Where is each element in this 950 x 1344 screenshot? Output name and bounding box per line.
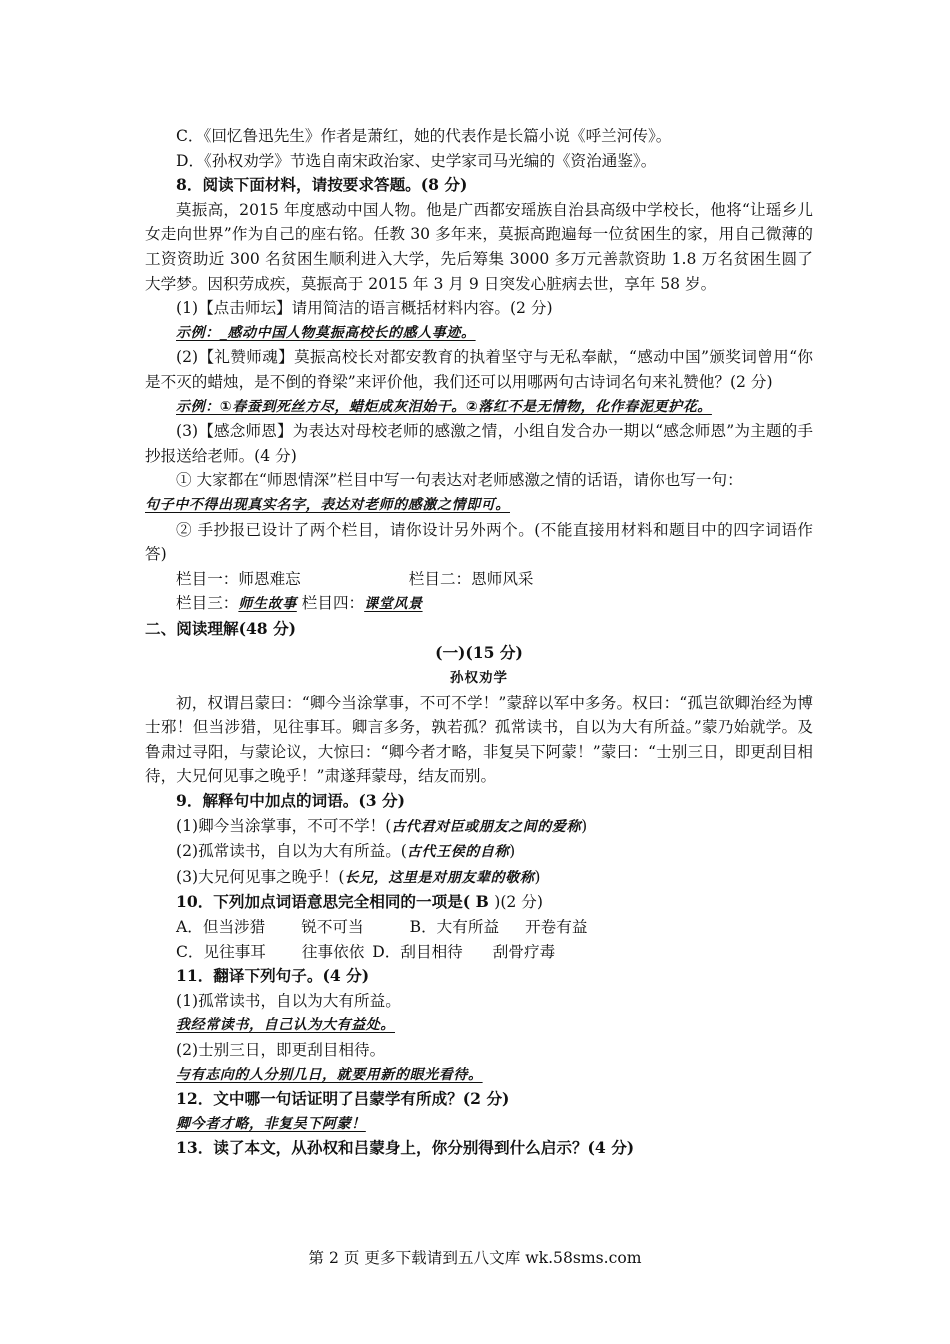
option-d1: D．刮目相待 (372, 942, 463, 961)
question-9-1: (1)卿今当涂掌事，不可不学！(古代君对臣或朋友之间的爱称) (176, 816, 588, 835)
column-3-answer: 师生故事 (238, 596, 297, 613)
question-12: 12．文中哪一句话证明了吕蒙学有所成？(2 分) (176, 1089, 510, 1109)
option-c2: 往事依依 (301, 942, 365, 961)
question-13: 13．读了本文，从孙权和吕蒙身上，你分别得到什么启示？(4 分) (176, 1138, 635, 1158)
answer-11-1: 我经常读书，自己认为大有益处。 (176, 1017, 395, 1034)
answer-8-3-a: 句子中不得出现真实名字，表达对老师的感激之情即可。 (145, 496, 510, 513)
question-9-2: (2)孤常读书，自以为大有所益。(古代王侯的自称) (176, 842, 516, 861)
column-1: 栏目一：师恩难忘 (176, 569, 301, 588)
question-11-2: (2)士别三日，即更刮目相待。 (176, 1040, 386, 1059)
question-10: 10．下列加点词语意思完全相同的一项是( B )(2 分) (176, 892, 543, 912)
option-c: C．《回忆鲁迅先生》作者是萧红，她的代表作是长篇小说《呼兰河传》。 (176, 127, 672, 145)
passage-text: 初，权谓吕蒙曰：“卿今当涂掌事，不可不学！”蒙辞以军中多务。权曰：“孤岂欲卿治经为博士邪！但当涉猎，见往事耳。卿言多务，孰若孤？孤常读书，自以为大有所益。”蒙乃始就学。及鲁肃过寻阳，与蒙论议，大惊曰：“卿今者才略，非复吴下阿蒙！”蒙曰：“士别三日，即更刮目相待，大兄何见事之晚乎！”肃遂拜蒙母，结友而别。 (145, 693, 813, 786)
option-b1: B．大有所益 (409, 918, 500, 936)
answer-10: B (470, 892, 495, 912)
column-4-label: 栏目四： (301, 594, 365, 613)
answer-12: 卿今者才略，非复吴下阿蒙！ (176, 1115, 366, 1132)
question-8-1: (1)【点击师坛】请用简洁的语言概括材料内容。(2 分) (176, 299, 553, 318)
option-c1: C．见往事耳 (176, 942, 266, 961)
option-a1: A．但当涉猎 (176, 918, 266, 936)
column-4-answer: 课堂风景 (364, 596, 423, 613)
document-page (145, 124, 813, 1161)
section-2-heading: 二、阅读理解(48 分) (145, 618, 297, 638)
option-d: D．《孙权劝学》节选自南宋政治家、史学家司马光编的《资治通鉴》。 (176, 151, 657, 170)
question-9-3: (3)大兄何见事之晚乎！(长兄，这里是对朋友辈的敬称) (176, 867, 541, 886)
question-11-1: (1)孤常读书，自以为大有所益。 (176, 991, 401, 1010)
column-3-label: 栏目三： (176, 594, 239, 613)
question-8: 8．阅读下面材料，请按要求答题。(8 分) (176, 175, 468, 195)
question-8-3: (3)【感念师恩】为表达对母校老师的感激之情，小组自发合办一期以“感念师恩”为主题的手抄报送给老师。(4 分) (145, 422, 813, 465)
column-row-2 (145, 591, 813, 617)
passage-title: 孙权劝学 (450, 670, 508, 687)
material-paragraph: 莫振高，2015 年度感动中国人物。他是广西都安瑶族自治县高级中学校长，他将“让瑶乡儿女走向世界”作为自己的座右铭。任教 30 多年来，莫振高跑遍每一位贫困生的家，用自己微薄的工资资助近 300 名贫困生顺利进入大学，先后筹集 3000 多万元善款资助 1.8 万名贫困生圆了大学梦。因积劳成疾，莫振高于 2015 年 3 月 9 日突发心脏病去世，享年 58 岁。 (145, 200, 813, 293)
column-row-1 (145, 567, 813, 592)
option-a2: 锐不可当 (301, 918, 364, 936)
option-d2: 刮骨疗毒 (492, 942, 556, 961)
answer-8-2: 示例：①春蚕到死丝方尽，蜡炬成灰泪始干。②落红不是无情物，化作春泥更护花。 (176, 398, 712, 415)
part-1-heading: (一)(15 分) (435, 643, 523, 663)
options-row-ab (145, 915, 813, 940)
question-9: 9．解释句中加点的词语。(3 分) (176, 791, 406, 811)
answer-9-3: 长兄，这里是对朋友辈的敬称 (344, 869, 535, 886)
answer-8-1: 示例：_感动中国人物莫振高校长的感人事迹。 (176, 324, 476, 341)
page-footer: 第 2 页 更多下载请到五八文库 wk.58sms.com (308, 1249, 642, 1267)
answer-11-2: 与有志向的人分别几日，就要用新的眼光看待。 (176, 1066, 483, 1083)
question-8-2: (2)【礼赞师魂】莫振高校长对都安教育的执着坚守与无私奉献，“感动中国”颁奖词曾用“你是不灭的蜡烛，是不倒的脊梁”来评价他，我们还可以用哪两句古诗词名句来礼赞他？(2 分) (145, 348, 813, 391)
question-8-3-a: ① 大家都在“师恩情深”栏目中写一句表达对老师感激之情的话语，请你也写一句： (176, 471, 743, 490)
column-2: 栏目二：恩师风采 (408, 569, 534, 588)
question-8-3-b: ② 手抄报已设计了两个栏目，请你设计另外两个。(不能直接用材料和题目中的四字词语作答) (145, 520, 813, 564)
option-b2: 开卷有益 (525, 918, 588, 936)
options-row-cd (145, 940, 813, 965)
answer-9-2: 古代王侯的自称 (406, 844, 510, 861)
question-11: 11．翻译下列句子。(4 分) (176, 966, 370, 986)
answer-9-1: 古代君对臣或朋友之间的爱称 (391, 818, 582, 835)
